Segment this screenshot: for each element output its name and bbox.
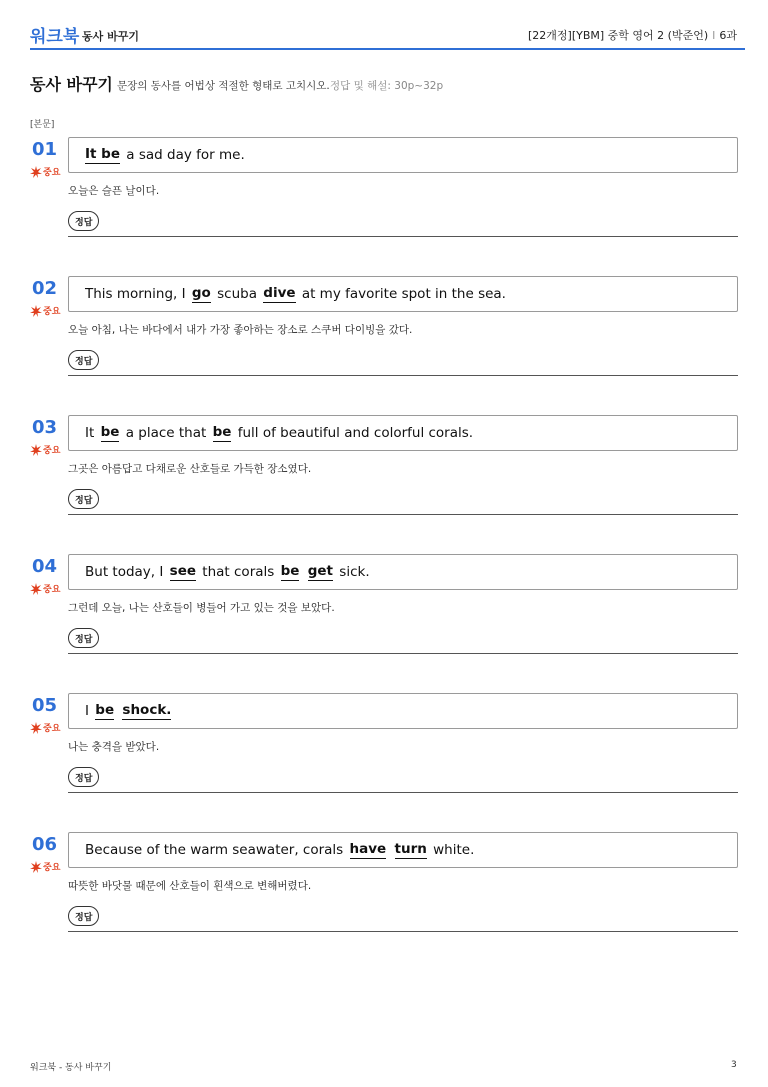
sentence-text: scuba	[212, 286, 262, 302]
important-badge	[30, 165, 60, 178]
lesson-label: 6과	[719, 29, 737, 42]
sentence-text: that corals	[198, 564, 279, 580]
book-name: [22개정][YBM] 중학 영어 2 (박준언)	[528, 29, 709, 42]
target-verb: be	[95, 702, 115, 718]
question-number: 03	[32, 417, 58, 438]
answer-button[interactable]: 정답	[68, 628, 99, 648]
question-number: 02	[32, 278, 58, 299]
burst-icon	[30, 861, 42, 873]
sentence-text	[301, 564, 305, 580]
brand-title: 워크북	[30, 27, 80, 47]
answer-button[interactable]: 정답	[68, 489, 99, 509]
important-label: 중요	[43, 446, 61, 456]
target-verb: have	[349, 841, 387, 857]
answer-line[interactable]	[68, 653, 738, 654]
answer-line[interactable]	[68, 375, 738, 376]
header-subtitle: 동사 바꾸기	[82, 30, 139, 43]
section-tag: [본문]	[30, 120, 55, 130]
burst-icon	[30, 166, 42, 178]
sentence-box	[68, 693, 738, 729]
target-verb: turn	[394, 841, 427, 857]
important-label: 중요	[43, 724, 61, 734]
title-row	[30, 72, 745, 96]
question-number: 05	[32, 695, 58, 716]
answer-line[interactable]	[68, 792, 738, 793]
important-label: 중요	[43, 307, 61, 317]
sentence-box	[68, 832, 738, 868]
sentence-text: full of beautiful and colorful corals.	[233, 425, 474, 441]
sentence-text: white.	[428, 842, 475, 858]
sentence-box	[68, 276, 738, 312]
important-label: 중요	[43, 863, 61, 873]
page-header	[30, 20, 745, 50]
sentence-text: I	[85, 703, 94, 719]
footer-title: 워크북 - 동사 바꾸기	[30, 1063, 112, 1073]
target-verb: be	[280, 563, 300, 579]
question-item	[0, 137, 768, 247]
sentence-text: It	[85, 425, 99, 441]
sentence-text: a place that	[121, 425, 211, 441]
question-item	[0, 415, 768, 525]
translation-text: 오늘은 슬픈 날이다.	[68, 185, 160, 197]
sentence-text	[388, 842, 392, 858]
target-verb: It be	[85, 146, 120, 162]
translation-text: 나는 충격을 받았다.	[68, 741, 160, 753]
sentence-text	[116, 703, 120, 719]
target-verb: be	[212, 424, 232, 440]
important-badge	[30, 443, 60, 456]
sentence-box	[68, 415, 738, 451]
answer-line[interactable]	[68, 514, 738, 515]
important-badge	[30, 304, 60, 317]
target-verb: be	[100, 424, 120, 440]
target-verb: shock.	[122, 702, 172, 718]
important-badge	[30, 860, 60, 873]
sentence-text: Because of the warm seawater, corals	[85, 842, 348, 858]
important-label: 중요	[43, 168, 61, 178]
question-number: 01	[32, 139, 58, 160]
sentence-text: at my favorite spot in the sea.	[297, 286, 506, 302]
instruction-text: 문장의 동사를 어법상 적절한 형태로 고치시오.	[117, 80, 330, 92]
question-number: 06	[32, 834, 58, 855]
important-badge	[30, 721, 60, 734]
page-number: 3	[731, 1060, 737, 1070]
target-verb: go	[191, 285, 211, 301]
burst-icon	[30, 722, 42, 734]
translation-text: 그곳은 아름답고 다채로운 산호들로 가득한 장소였다.	[68, 463, 312, 475]
sentence-text: This morning, I	[85, 286, 190, 302]
answer-button[interactable]: 정답	[68, 211, 99, 231]
answer-line[interactable]	[68, 236, 738, 237]
target-verb: see	[169, 563, 197, 579]
burst-icon	[30, 583, 42, 595]
header-separator: I	[712, 29, 716, 42]
sentence-text: sick.	[335, 564, 370, 580]
answer-button[interactable]: 정답	[68, 906, 99, 926]
important-badge	[30, 582, 60, 595]
sentence-text: a sad day for me.	[122, 147, 245, 163]
target-verb: dive	[263, 285, 296, 301]
answer-button[interactable]: 정답	[68, 767, 99, 787]
answer-button[interactable]: 정답	[68, 350, 99, 370]
question-item	[0, 693, 768, 803]
question-item	[0, 554, 768, 664]
burst-icon	[30, 444, 42, 456]
important-label: 중요	[43, 585, 61, 595]
header-book-info	[528, 27, 737, 43]
translation-text: 그런데 오늘, 나는 산호들이 병들어 가고 있는 것을 보았다.	[68, 602, 335, 614]
sentence-box	[68, 137, 738, 173]
question-item	[0, 832, 768, 942]
answer-reference: 정답 및 해설: 30p~32p	[330, 80, 444, 92]
target-verb: get	[307, 563, 333, 579]
translation-text: 오늘 아침, 나는 바다에서 내가 가장 좋아하는 장소로 스쿠버 다이빙을 갔다.	[68, 324, 413, 336]
answer-line[interactable]	[68, 931, 738, 932]
question-number: 04	[32, 556, 58, 577]
sentence-box	[68, 554, 738, 590]
translation-text: 따뜻한 바닷물 때문에 산호들이 흰색으로 변해버렸다.	[68, 880, 312, 892]
page-title: 동사 바꾸기	[30, 75, 113, 94]
question-item	[0, 276, 768, 386]
sentence-text: But today, I	[85, 564, 168, 580]
burst-icon	[30, 305, 42, 317]
